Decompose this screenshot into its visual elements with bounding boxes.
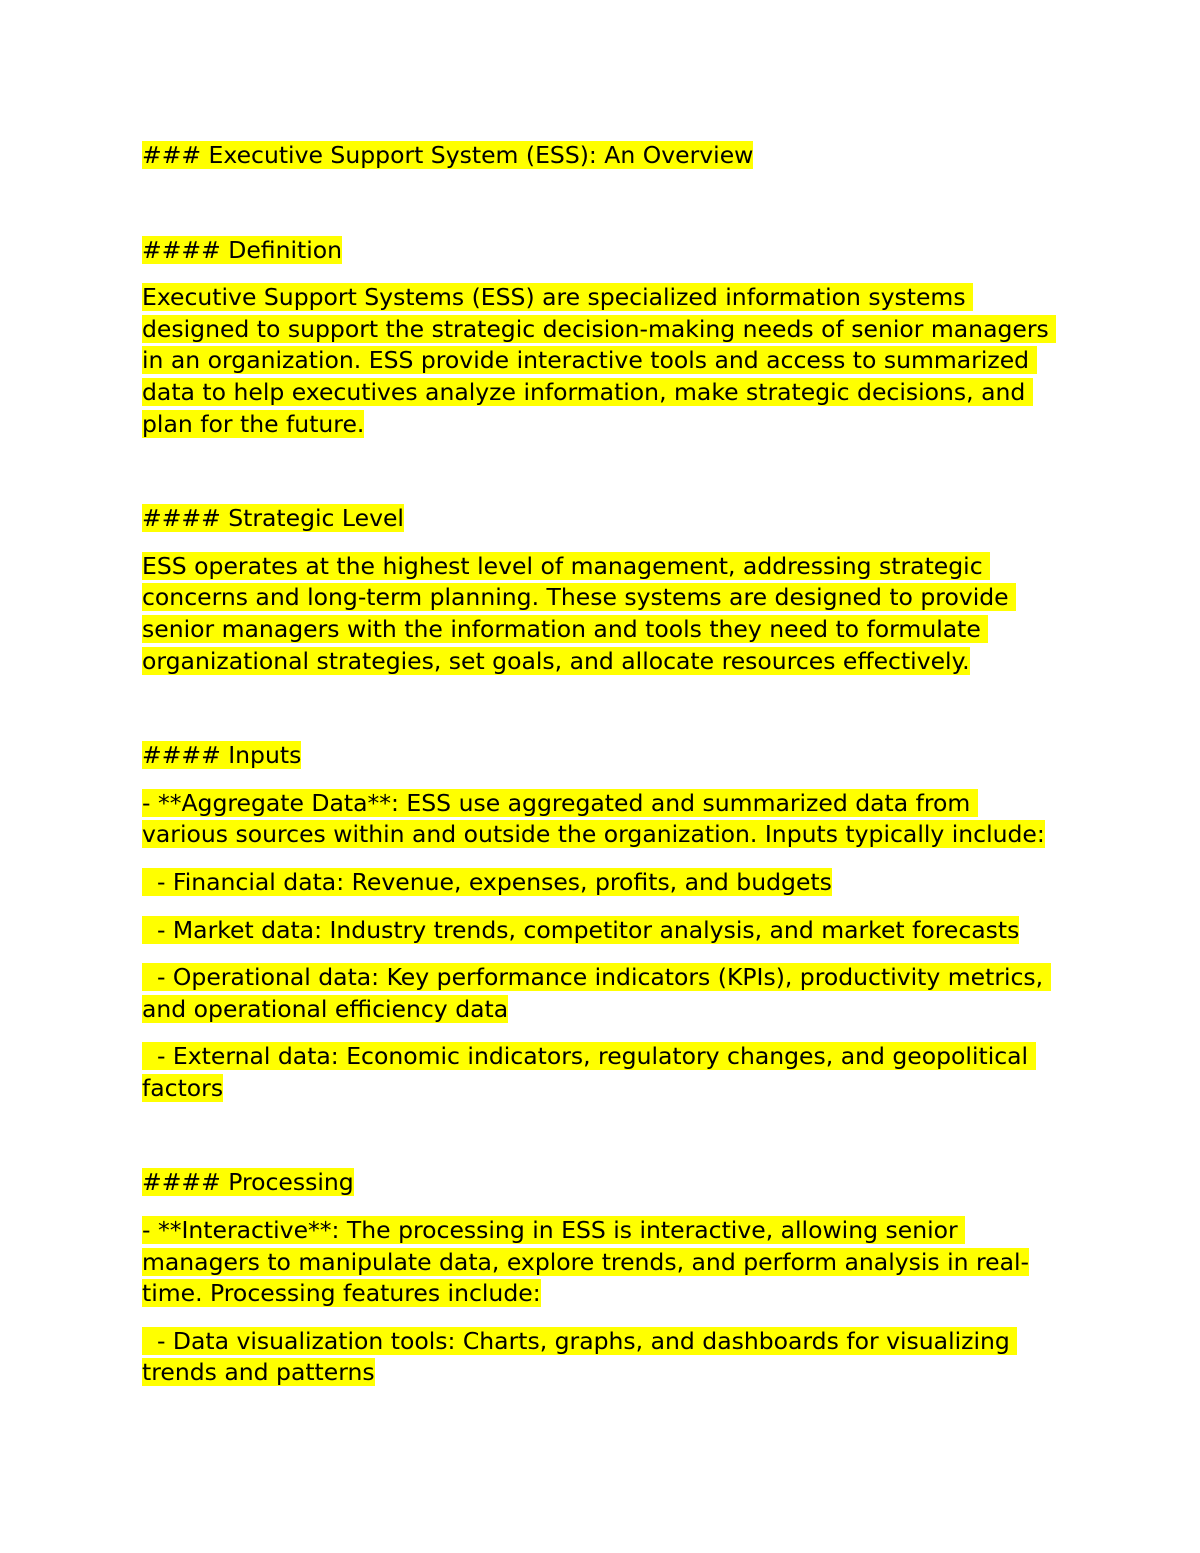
section-heading-strategic-level	[142, 503, 1062, 535]
sub-list-item	[142, 962, 1062, 1025]
list-item-text: - **Aggregate Data**: ESS use aggregated and summarized data from various sources within and outside the organization. Inputs typically include:	[142, 788, 1045, 849]
section-heading-text: #### Definition	[142, 235, 343, 264]
list-item-text: - Operational data: Key performance indicators (KPIs), productivity metrics, and operational efficiency data	[142, 963, 1051, 1023]
sub-list-item	[142, 915, 1062, 947]
paragraph-text: Executive Support Systems (ESS) are specialized information systems designed to support the strategic decision-making needs of senior managers in an organization. ESS provide interactive tools and access to summarized data to help executives analyze information, make strategic decisions, and plan for the future.	[142, 283, 1057, 438]
document-title	[142, 140, 1062, 172]
paragraph-text: ESS operates at the highest level of management, addressing strategic concerns and long-term planning. These systems are designed to provide senior managers with the information and tools they need to formulate organizational strategies, set goals, and allocate resources effectively.	[142, 551, 1017, 675]
document-title-text: ### Executive Support System (ESS): An Overview	[142, 141, 754, 169]
section-heading-text: #### Strategic Level	[142, 504, 404, 533]
list-item	[142, 788, 1062, 851]
document-body	[142, 140, 1062, 1389]
section-heading-inputs	[142, 740, 1062, 772]
section-paragraph	[142, 282, 1062, 440]
section-heading-processing	[142, 1167, 1062, 1199]
list-item-text: - Financial data: Revenue, expenses, profits, and budgets	[142, 867, 832, 896]
section-heading-text: #### Processing	[142, 1168, 354, 1197]
sub-list-item	[142, 1041, 1062, 1104]
section-paragraph	[142, 551, 1062, 677]
section-heading-text: #### Inputs	[142, 741, 302, 770]
sub-list-item	[142, 1326, 1062, 1389]
section-heading-definition	[142, 235, 1062, 267]
list-item-text: - Data visualization tools: Charts, graphs, and dashboards for visualizing trends and patterns	[142, 1326, 1018, 1387]
list-item-text: - **Interactive**: The processing in ESS is interactive, allowing senior managers to manipulate data, explore trends, and perform analysis in real-time. Processing features include:	[142, 1216, 1030, 1308]
list-item	[142, 1215, 1062, 1310]
list-item-text: - Market data: Industry trends, competitor analysis, and market forecasts	[142, 915, 1020, 944]
sub-list-item	[142, 867, 1062, 899]
list-item-text: - External data: Economic indicators, regulatory changes, and geopolitical factors	[142, 1042, 1036, 1102]
